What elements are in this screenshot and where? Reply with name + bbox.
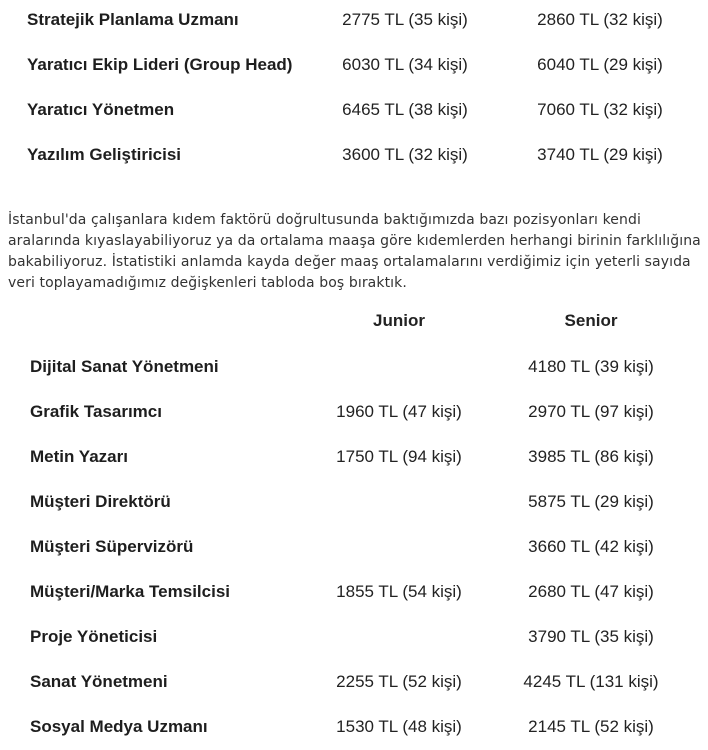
junior-salary	[325, 524, 473, 569]
table-row	[0, 659, 708, 704]
table-row	[0, 434, 708, 479]
table-header	[0, 298, 708, 344]
table-row	[0, 704, 708, 749]
position-name: Yaratıcı Yönetmen	[27, 100, 175, 119]
junior-salary: 6465 TL (38 kişi)	[342, 100, 468, 119]
salary-table-seniority	[0, 298, 708, 749]
junior-salary: 2775 TL (35 kişi)	[342, 10, 468, 29]
table-row	[0, 42, 708, 87]
junior-salary: 3600 TL (32 kişi)	[342, 145, 468, 164]
senior-salary: 2680 TL (47 kişi)	[528, 582, 654, 601]
senior-salary: 7060 TL (32 kişi)	[537, 100, 663, 119]
position-name: Yazılım Geliştiricisi	[27, 145, 182, 164]
table-row	[0, 0, 708, 42]
salary-table-top	[0, 0, 708, 177]
junior-salary	[325, 344, 473, 389]
senior-salary: 2145 TL (52 kişi)	[528, 717, 654, 736]
position-name: Dijital Sanat Yönetmeni	[30, 357, 219, 376]
table-row	[0, 132, 708, 177]
table-row	[0, 479, 708, 524]
table-row	[0, 524, 708, 569]
position-name: Metin Yazarı	[30, 447, 128, 466]
senior-header: Senior	[564, 311, 618, 330]
senior-salary: 4245 TL (131 kişi)	[523, 672, 659, 691]
position-name: Yaratıcı Ekip Lideri (Group Head)	[27, 55, 293, 74]
position-name: Sosyal Medya Uzmanı	[30, 717, 208, 736]
position-name: Müşteri/Marka Temsilcisi	[30, 582, 230, 601]
table-row	[0, 389, 708, 434]
position-name: Müşteri Süpervizörü	[30, 537, 194, 556]
table-row	[0, 614, 708, 659]
position-name: Grafik Tasarımcı	[30, 402, 162, 421]
senior-salary: 2970 TL (97 kişi)	[528, 402, 654, 421]
junior-salary: 1960 TL (47 kişi)	[336, 402, 462, 421]
junior-salary	[325, 479, 473, 524]
position-name: Proje Yöneticisi	[30, 627, 158, 646]
junior-salary: 1750 TL (94 kişi)	[336, 447, 462, 466]
senior-salary: 3985 TL (86 kişi)	[528, 447, 654, 466]
junior-salary: 2255 TL (52 kişi)	[336, 672, 462, 691]
position-name: Sanat Yönetmeni	[30, 672, 168, 691]
senior-salary: 4180 TL (39 kişi)	[528, 357, 654, 376]
position-name: Müşteri Direktörü	[30, 492, 171, 511]
junior-salary: 6030 TL (34 kişi)	[342, 55, 468, 74]
junior-salary: 1855 TL (54 kişi)	[336, 582, 462, 601]
senior-salary: 5875 TL (29 kişi)	[528, 492, 654, 511]
junior-salary: 1530 TL (48 kişi)	[336, 717, 462, 736]
explanation-paragraph: İstanbul'da çalışanlara kıdem faktörü doğrultusunda baktığımızda bazı pozisyonları kendi aralarında kıyaslayabiliyoruz ya da ortalama maaşa göre kıdemlerden herhangi birinin farklılığına bakabiliyoruz. İstatistiki anlamda kayda değer maaş ortalamalarını verdiğimiz için yeterli sayıda veri toplayamadığımız değişkenleri tabloda boş bıraktık.	[8, 212, 701, 291]
senior-salary: 3740 TL (29 kişi)	[537, 145, 663, 164]
position-name: Stratejik Planlama Uzmanı	[27, 10, 239, 29]
junior-header: Junior	[373, 311, 425, 330]
senior-salary: 6040 TL (29 kişi)	[537, 55, 663, 74]
senior-salary: 3660 TL (42 kişi)	[528, 537, 654, 556]
table-row	[0, 569, 708, 614]
junior-salary	[325, 614, 473, 659]
table-row	[0, 87, 708, 132]
senior-salary: 2860 TL (32 kişi)	[537, 10, 663, 29]
senior-salary: 3790 TL (35 kişi)	[528, 627, 654, 646]
table-row	[0, 344, 708, 389]
